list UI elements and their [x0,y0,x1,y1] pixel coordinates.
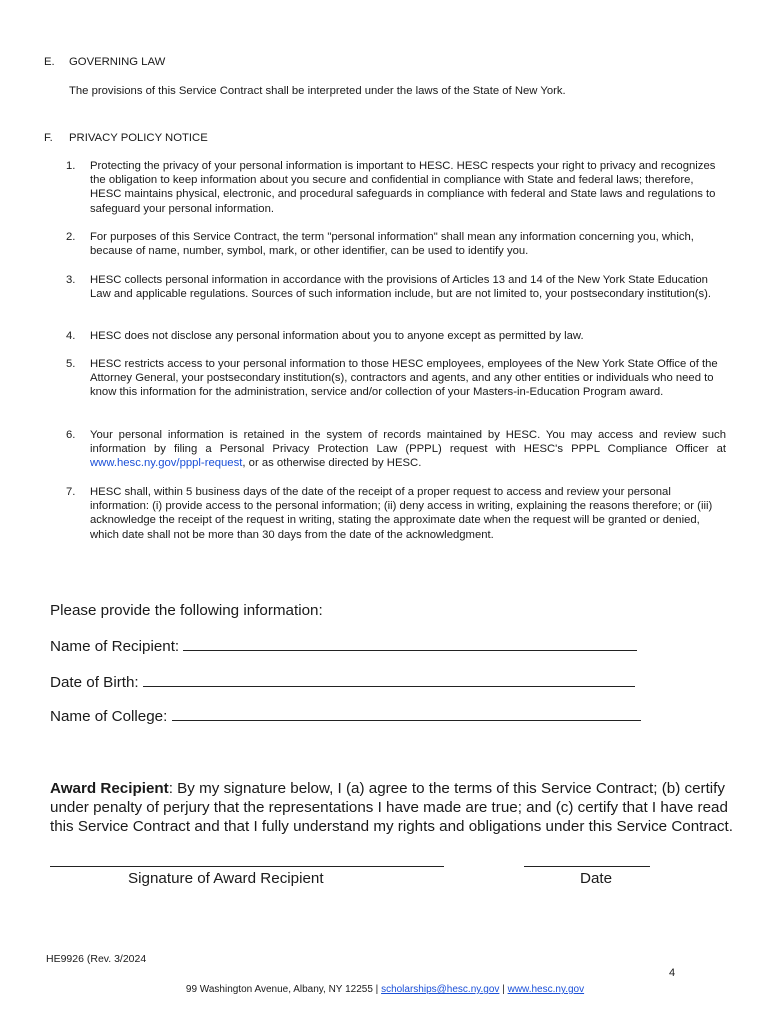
date-label: Date [580,870,613,887]
item-text: HESC shall, within 5 business days of the date of the receipt of a proper request to access and review your personal information: (i) provide access to the personal information; (ii) deny access in writing, explaining the reasons therefore; or (iii) acknowledge the receipt of the request in writing, stating the approximate date when the request will be granted or denied, which date shall not be more than 30 days from the date of the acknowledgment. [90,486,713,541]
item-number: 5. [66,358,76,370]
item-text: HESC does not disclose any personal information about you to anyone except as permitted by law. [90,330,584,342]
section-e-title: GOVERNING LAW [69,56,166,68]
section-f-letter: F. [44,132,53,144]
footer-separator: | [375,984,379,995]
signature-line[interactable] [50,866,444,867]
footer-address: 99 Washington Avenue, Albany, NY 12255 [185,984,373,995]
footer-contact [0,984,770,995]
date-of-birth-label: Date of Birth: [50,674,139,691]
award-text: : By my signature below, I (a) agree to the terms of this Service Contract; (b) certify under penalty of perjury that the representations I have made are true; and (c) certify that I have read this Service Contract and that I fully understand my rights and obligations under this Service Contract. [50,780,733,835]
award-statement [50,779,734,836]
date-of-birth-field[interactable] [143,685,635,687]
item-text-after: , or as otherwise directed by HESC. [242,457,422,470]
item-text: HESC restricts access to your personal information to those HESC employees, employees of the New York State Office of the Attorney General, your postsecondary institution(s), contractors and agents, and any other entities or individuals who need to know this information for the administration, service and/or collection of your Masters-in-Education Program award. [90,358,718,399]
form-prompt: Please provide the following information: [50,602,323,619]
privacy-item-5 [66,357,726,400]
item-number: 3. [66,274,76,286]
privacy-item-6 [66,428,726,471]
privacy-item-2 [66,230,726,258]
privacy-item-7 [66,485,726,542]
pppl-request-link[interactable]: www.hesc.ny.gov/pppl-request [90,457,243,470]
page-number: 4 [669,967,676,979]
college-name-row [50,707,650,726]
recipient-name-label: Name of Recipient: [50,638,180,655]
item-text-before: Your personal information is retained in the system of records maintained by HESC. You may access and review such information by filing a Personal Privacy Protection Law (PPPL) request with HESC's PPPL Compliance Officer at [90,429,726,456]
recipient-name-row [50,637,650,656]
item-text: HESC collects personal information in accordance with the provisions of Articles 13 and 14 of the New York State Education Law and applicable regulations. Sources of such information include, but are not limited to, your postsecondary institution(s). [90,274,712,301]
item-number: 7. [66,486,76,498]
privacy-item-3 [66,273,726,301]
item-number: 2. [66,231,76,243]
section-e-letter: E. [44,56,55,68]
footer-separator: | [502,984,505,995]
item-text: For purposes of this Service Contract, the term "personal information" shall mean any information concerning you, which, because of name, number, symbol, mark, or other identifier, can be used to identify you. [90,231,694,258]
date-line[interactable] [524,866,650,867]
privacy-item-4 [66,329,726,343]
footer-email-link[interactable]: scholarships@hesc.ny.gov [381,984,500,995]
section-f-title: PRIVACY POLICY NOTICE [69,132,208,144]
college-name-label: Name of College: [50,708,168,725]
form-id: HE9926 (Rev. 3/2024 [46,953,147,965]
item-number: 1. [66,160,76,172]
item-text: Protecting the privacy of your personal information is important to HESC. HESC respects your right to privacy and recognizes the obligation to keep information about you secure and confidential in compliance with State and federal laws; therefore, HESC maintains physical, electronic, and procedural safeguards in compliance with federal and State laws and regulations to safeguard your personal information. [90,160,716,215]
privacy-item-1 [66,159,726,216]
signature-label: Signature of Award Recipient [128,870,324,887]
section-e-text: The provisions of this Service Contract shall be interpreted under the laws of the State of New York. [69,85,566,97]
item-number: 6. [66,429,76,441]
recipient-name-field[interactable] [183,649,637,651]
date-of-birth-row [50,673,650,692]
footer-website-link[interactable]: www.hesc.ny.gov [507,984,585,995]
award-recipient-bold: Award Recipient [50,780,169,797]
college-name-field[interactable] [172,719,641,721]
item-number: 4. [66,330,76,342]
item-text [90,428,726,471]
